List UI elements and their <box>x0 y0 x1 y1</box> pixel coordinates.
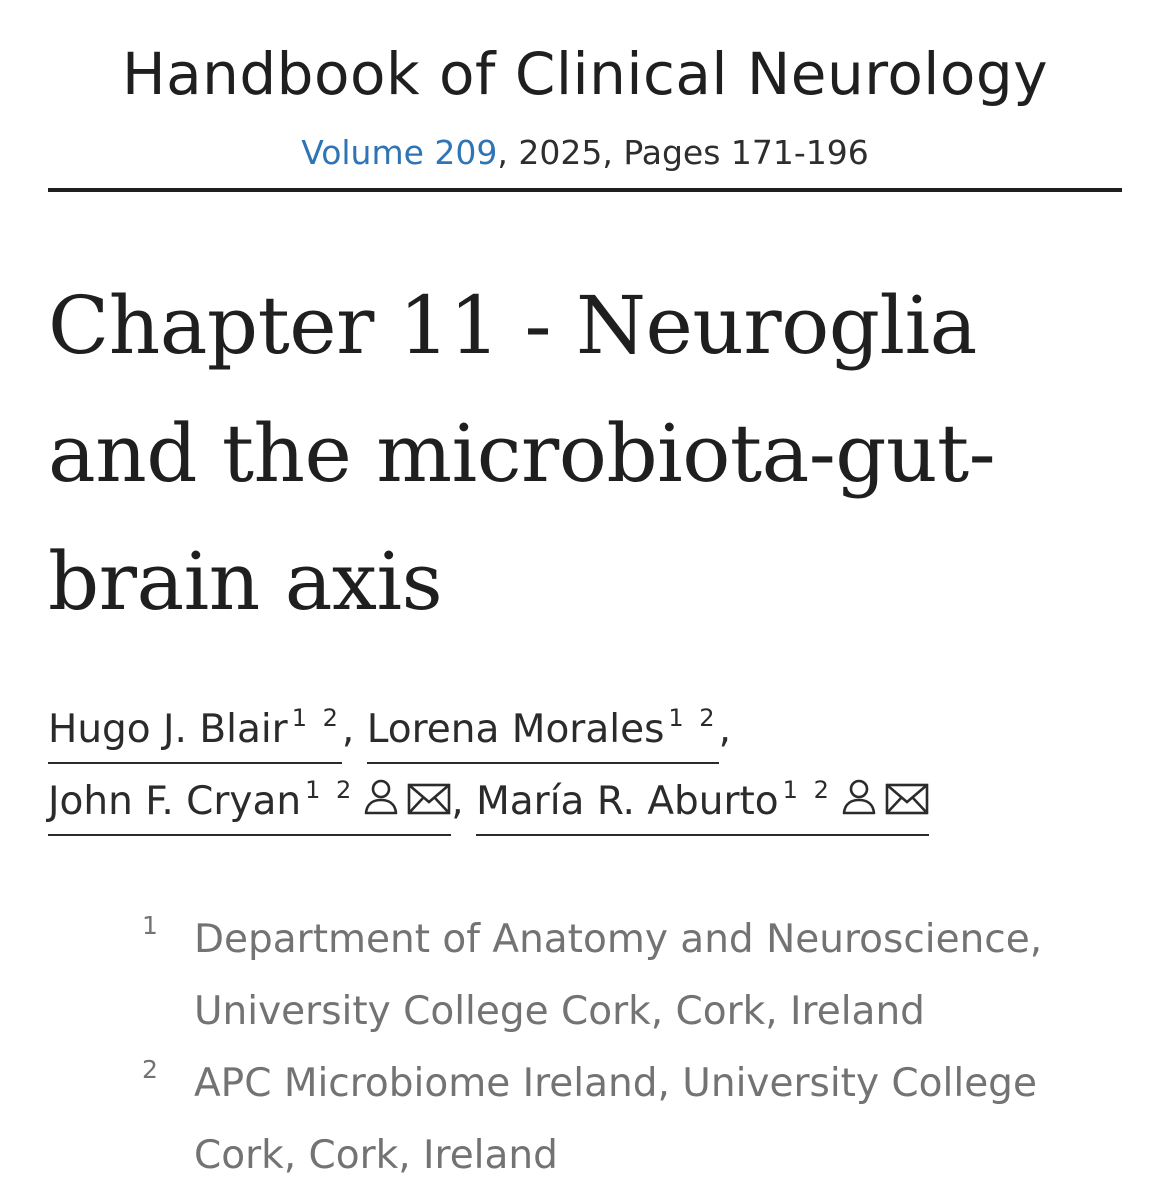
affiliation-text: APC Microbiome Ireland, University College Cork, Cork, Ireland <box>194 1061 1037 1178</box>
author-maria-aburto[interactable] <box>476 774 929 836</box>
affiliation-text: Department of Anatomy and Neuroscience, University College Cork, Cork, Ireland <box>194 917 1043 1034</box>
chapter-title: Chapter 11 - Neuroglia and the microbiota-gut-brain axis <box>48 279 996 628</box>
affiliation-item <box>140 1048 1120 1192</box>
issue-details: , 2025, Pages 171-196 <box>497 133 869 172</box>
affiliation-item <box>140 904 1120 1048</box>
envelope-icon <box>885 782 929 816</box>
author-affiliation-sup: 1 2 <box>291 704 342 732</box>
journal-title[interactable]: Handbook of Clinical Neurology <box>121 40 1049 108</box>
author-separator: , <box>341 707 355 752</box>
affiliation-list <box>140 904 1120 1192</box>
author-affiliation-sup: 1 2 <box>305 776 356 804</box>
author-john-cryan[interactable] <box>48 774 451 836</box>
affiliation-number: 2 <box>142 1055 158 1084</box>
person-icon <box>841 778 877 816</box>
envelope-icon <box>407 782 451 816</box>
author-name: John F. Cryan <box>48 779 302 824</box>
author-name: María R. Aburto <box>476 779 779 824</box>
author-separator: , <box>451 779 464 824</box>
author-name: Hugo J. Blair <box>48 707 288 752</box>
volume-link[interactable]: Volume 209 <box>301 133 498 172</box>
author-name: Lorena Morales <box>366 707 665 752</box>
author-separator: , <box>718 707 731 752</box>
journal-header <box>48 0 1122 192</box>
person-icon <box>363 778 399 816</box>
affiliation-number: 1 <box>142 911 158 940</box>
author-list <box>48 694 1138 838</box>
author-lorena-morales[interactable] <box>367 702 719 764</box>
issue-line <box>48 130 1122 176</box>
author-affiliation-sup: 1 2 <box>782 776 833 804</box>
author-hugo-blair[interactable] <box>48 702 342 764</box>
author-affiliation-sup: 1 2 <box>668 704 719 732</box>
